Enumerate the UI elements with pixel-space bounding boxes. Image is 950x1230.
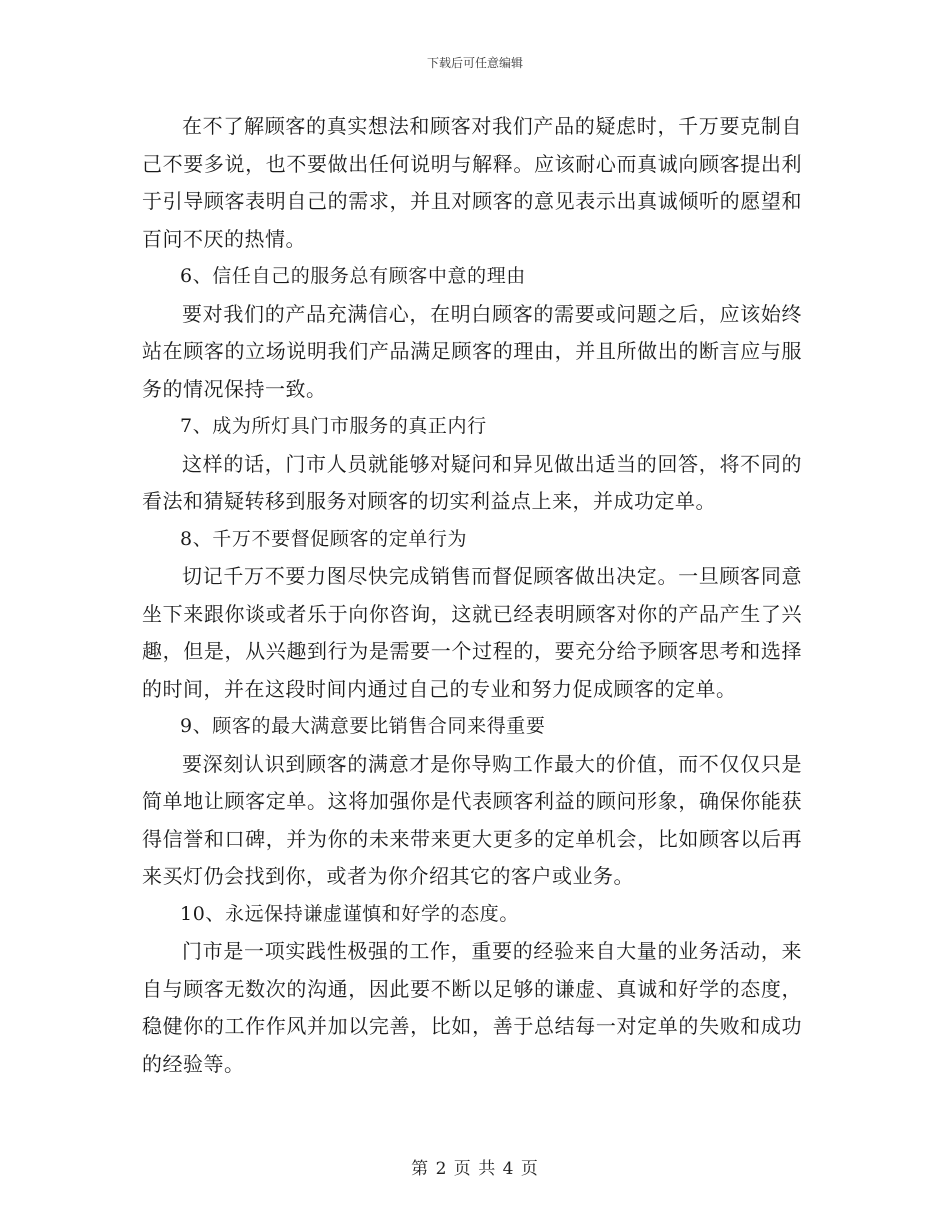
paragraph-7: 这样的话，门市人员就能够对疑问和异见做出适当的回答，将不同的看法和猜疑转移到服务对顾客的切实利益点上来，并成功定单。	[142, 451, 802, 513]
section-heading-8: 8、千万不要督促顾客的定单行为	[180, 527, 468, 550]
paragraph-6: 要对我们的产品充满信心，在明白顾客的需要或问题之后，应该始终站在顾客的立场说明我们产品满足顾客的理由，并且所做出的断言应与服务的情况保持一致。	[142, 301, 802, 401]
paragraph-10: 门市是一项实践性极强的工作，重要的经验来自大量的业务活动，来自与顾客无数次的沟通，因此要不断以足够的谦虚、真诚和好学的态度，稳健你的工作作风并加以完善，比如，善于总结每一对定单的失败和成功的经验等。	[142, 939, 802, 1076]
paragraph-intro: 在不了解顾客的真实想法和顾客对我们产品的疑虑时，千万要克制自己不要多说，也不要做出任何说明与解释。应该耐心而真诚向顾客提出利于引导顾客表明自己的需求，并且对顾客的意见表示出真诚倾听的愿望和百问不厌的热情。	[142, 114, 802, 251]
page-number-footer: 第 2 页 共 4 页	[411, 1159, 539, 1179]
paragraph-8: 切记千万不要力图尽快完成销售而督促顾客做出决定。一旦顾客同意坐下来跟你谈或者乐于向你咨询，这就已经表明顾客对你的产品产生了兴趣，但是，从兴趣到行为是需要一个过程的，要充分给予顾客思考和选择的时间，并在这段时间内通过自己的专业和努力促成顾客的定单。	[142, 564, 802, 701]
document-body	[142, 108, 802, 1083]
paragraph-9: 要深刻认识到顾客的满意才是你导购工作最大的价值，而不仅仅只是简单地让顾客定单。这将加强你是代表顾客利益的顾问形象，确保你能获得信誉和口碑，并为你的未来带来更大更多的定单机会，比如顾客以后再来买灯仍会找到你，或者为你介绍其它的客户或业务。	[142, 751, 802, 888]
section-heading-6: 6、信任自己的服务总有顾客中意的理由	[180, 265, 526, 287]
section-heading-7: 7、成为所灯具门市服务的真正内行	[180, 415, 487, 437]
section-heading-10: 10、永远保持谦虚谨慎和好学的态度。	[180, 902, 519, 925]
page-header: 下载后可任意编辑	[426, 56, 523, 70]
section-heading-9: 9、顾客的最大满意要比销售合同来得重要	[180, 715, 546, 737]
